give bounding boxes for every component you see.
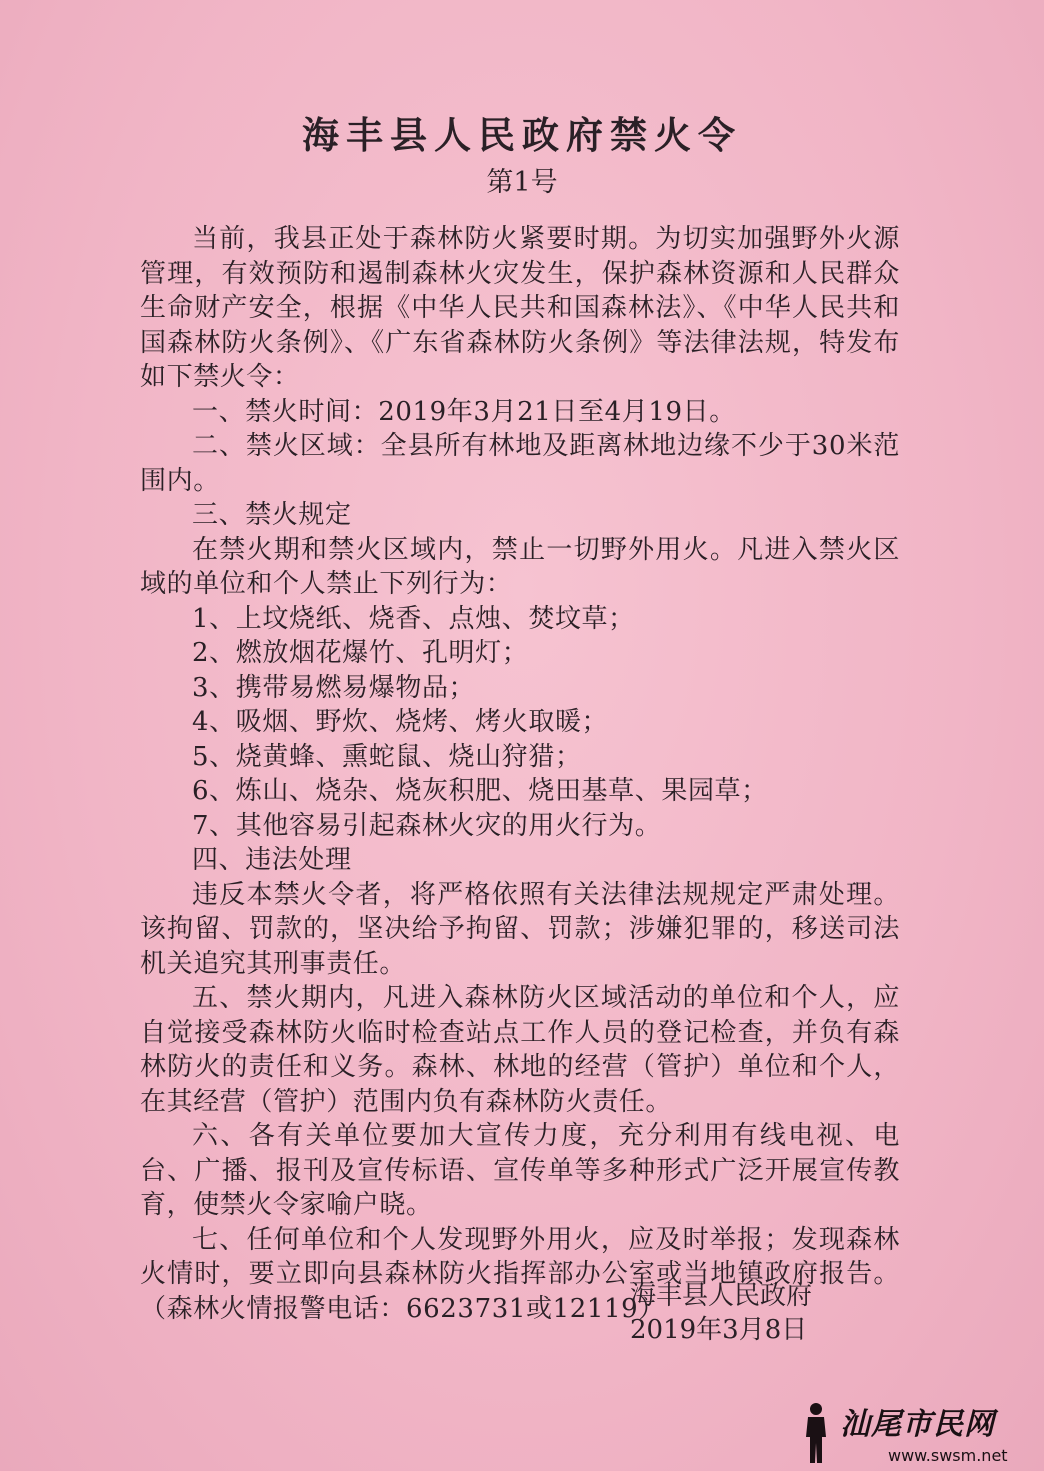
document-body	[140, 222, 900, 1326]
section-five: 五、禁火期内，凡进入森林防火区域活动的单位和个人，应自觉接受森林防火临时检查站点工作人员的登记检查，并负有森林防火的责任和义务。森林、林地的经营（管护）单位和个人，在其经营（管护）范围内负有森林防火责任。	[140, 983, 900, 1117]
rule-item: 3、携带易燃易爆物品；	[192, 672, 476, 703]
issue-date: 2019年3月8日	[630, 1315, 808, 1345]
section-penalty-heading: 四、违法处理	[192, 845, 352, 875]
signature-block	[630, 1279, 870, 1347]
document-title: 海丰县人民政府禁火令	[302, 113, 742, 157]
rule-item: 7、其他容易引起森林火灾的用火行为。	[192, 810, 662, 841]
section-rules-heading: 三、禁火规定	[192, 500, 352, 530]
section-seven: 七、任何单位和个人发现野外用火，应及时举报；发现森林火情时，要立即向县森林防火指挥部办公室或当地镇政府报告。（森林火情报警电话：6623731或12119）	[140, 1224, 900, 1324]
section-time: 一、禁火时间：2019年3月21日至4月19日。	[192, 396, 736, 427]
rule-item: 4、吸烟、野炊、烧烤、烤火取暖；	[192, 707, 609, 737]
rule-item: 6、炼山、烧杂、烧灰积肥、烧田基草、果园草；	[192, 776, 768, 806]
intro-paragraph: 当前，我县正处于森林防火紧要时期。为切实加强野外火源管理，有效预防和遏制森林火灾发生，保护森林资源和人民群众生命财产安全，根据《中华人民共和国森林法》、《中华人民共和国森林防火条例》、《广东省森林防火条例》等法律法规，特发布如下禁火令：	[140, 224, 900, 392]
rule-item: 1、上坟烧纸、烧香、点烛、焚坟草；	[192, 603, 635, 634]
watermark-url: www.swsm.net	[888, 1446, 1008, 1465]
section-six: 六、各有关单位要加大宣传力度，充分利用有线电视、电台、广播、报刊及宣传标语、宣传单等多种形式广泛开展宣传教育，使禁火令家喻户晓。	[140, 1121, 900, 1220]
section-penalty-text: 违反本禁火令者，将严格依照有关法律法规规定严肃处理。该拘留、罚款的，坚决给予拘留、罚款；涉嫌犯罪的，移送司法机关追究其刑事责任。	[140, 879, 900, 979]
section-rules-intro: 在禁火期和禁火区域内，禁止一切野外用火。凡进入禁火区域的单位和个人禁止下列行为：	[140, 534, 900, 599]
document-number: 第1号	[486, 167, 558, 198]
site-watermark	[796, 1399, 1036, 1465]
issuer-name: 海丰县人民政府	[630, 1281, 813, 1311]
watermark-text: 汕尾市民网	[840, 1407, 995, 1442]
rule-item: 5、烧黄蜂、熏蛇鼠、烧山狩猎；	[192, 741, 582, 772]
rule-item: 2、燃放烟花爆竹、孔明灯；	[192, 638, 529, 668]
person-silhouette-icon	[796, 1401, 836, 1465]
section-area: 二、禁火区域：全县所有林地及距离林地边缘不少于30米范围内。	[140, 431, 900, 496]
